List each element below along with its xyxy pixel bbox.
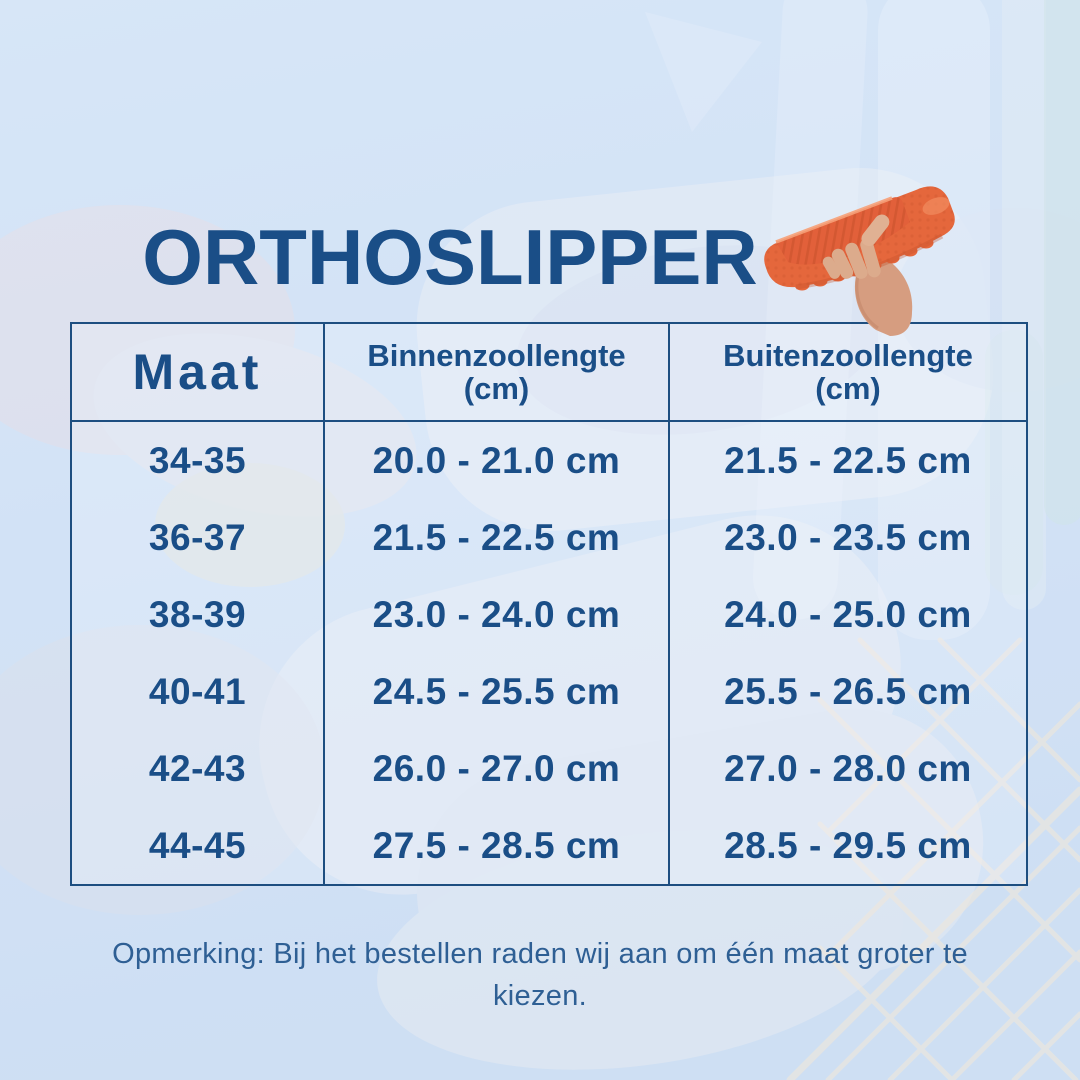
buitenzool-cell: 24.0 - 25.0 cm bbox=[669, 576, 1027, 653]
column-header-buitenzoollengte: Buitenzoollengte (cm) bbox=[669, 323, 1027, 421]
maat-cell: 34-35 bbox=[148, 439, 247, 481]
binnenzool-cell: 20.0 - 21.0 cm bbox=[324, 421, 669, 499]
page-title: ORTHOSLIPPER bbox=[142, 213, 758, 301]
binnenzool-cell: 23.0 - 24.0 cm bbox=[324, 576, 669, 653]
column-header-binnenzoollengte: Binnenzoollengte (cm) bbox=[324, 323, 669, 421]
table-row bbox=[71, 421, 1027, 499]
table-header-row bbox=[71, 323, 1027, 421]
maat-cell: 38-39 bbox=[148, 593, 247, 635]
table-row bbox=[71, 807, 1027, 885]
table-row bbox=[71, 576, 1027, 653]
slipper-in-hand-photo bbox=[740, 168, 975, 336]
buitenzool-cell: 23.0 - 23.5 cm bbox=[669, 499, 1027, 576]
buitenzool-cell: 21.5 - 22.5 cm bbox=[669, 421, 1027, 499]
binnenzool-cell: 27.5 - 28.5 cm bbox=[324, 807, 669, 885]
binnenzool-cell: 26.0 - 27.0 cm bbox=[324, 730, 669, 807]
order-note: Opmerking: Bij het bestellen raden wij aan om één maat groter te kiezen. bbox=[112, 938, 968, 1013]
buitenzool-cell: 25.5 - 26.5 cm bbox=[669, 653, 1027, 730]
binnenzool-cell: 24.5 - 25.5 cm bbox=[324, 653, 669, 730]
buitenzool-cell: 28.5 - 29.5 cm bbox=[669, 807, 1027, 885]
column-header-maat: Maat bbox=[71, 323, 324, 421]
maat-cell: 42-43 bbox=[148, 747, 247, 789]
buitenzool-cell: 27.0 - 28.0 cm bbox=[669, 730, 1027, 807]
maat-cell: 40-41 bbox=[148, 670, 247, 712]
binnenzool-cell: 21.5 - 22.5 cm bbox=[324, 499, 669, 576]
maat-cell: 36-37 bbox=[148, 516, 247, 558]
size-table bbox=[70, 322, 1028, 886]
table-row bbox=[71, 730, 1027, 807]
table-row bbox=[71, 499, 1027, 576]
table-row bbox=[71, 653, 1027, 730]
maat-cell: 44-45 bbox=[148, 824, 247, 866]
